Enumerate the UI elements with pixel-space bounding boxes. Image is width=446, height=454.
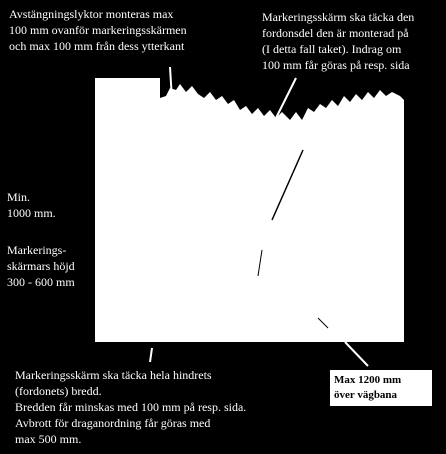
screen-cover-part-note: Markeringsskärm ska täcka den fordonsdel den är monterad på (I detta fall taket). Indrag om 100 mm får göras på resp. sida: [262, 10, 415, 72]
min-distance-note: Min. 1000 mm.: [7, 190, 56, 220]
cover-obstacle-note: Markeringsskärm ska täcka hela hindrets (fordonets) bredd. Bredden får minskas med 100 mm på resp. sida. Avbrott för draganordning får göras med max 500 mm.: [15, 368, 247, 446]
pointer-screen-top: [276, 78, 296, 118]
pointer-max-height: [345, 342, 368, 366]
screen-height-note: Markerings- skärmars höjd 300 - 600 mm: [7, 243, 75, 289]
vehicle-silhouette: [95, 78, 404, 342]
lamp-mounting-note: Avstängningslyktor monteras max 100 mm ovanför markeringsskärmen och max 100 mm från dess ytterkant: [9, 7, 187, 53]
max-height-label: Max 1200 mm över vägbana: [329, 369, 433, 407]
pointer-bottom: [150, 348, 152, 362]
